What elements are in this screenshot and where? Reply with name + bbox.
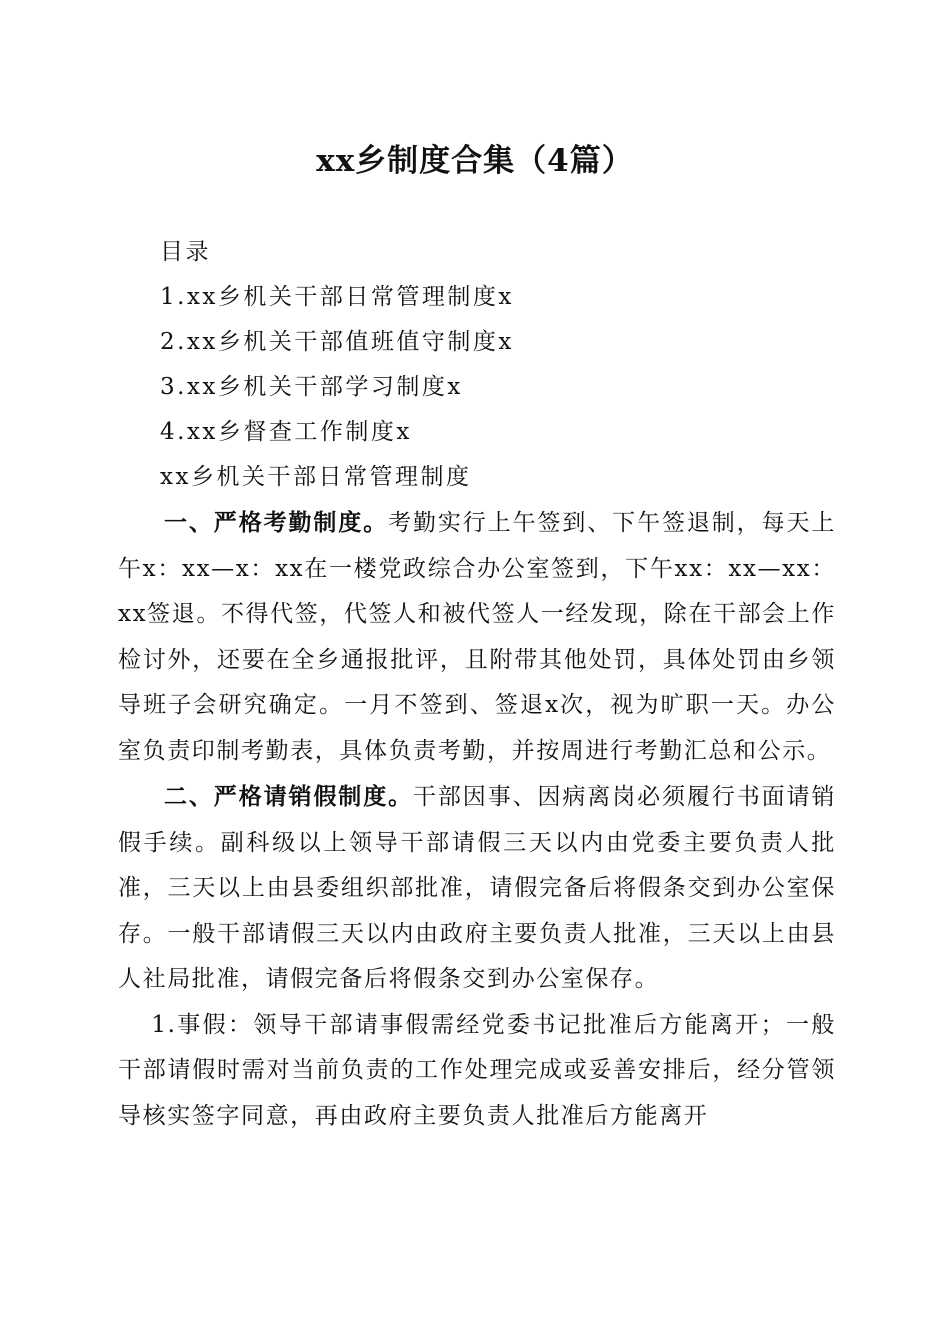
paragraph-leave — [118, 774, 836, 1003]
section-title: xx乡机关干部日常管理制度 — [160, 464, 472, 490]
paragraph-text: 1.事假：领导干部请事假需经党委书记批准后方能离开；一般干部请假时需对当前负责的工作处理完成或妥善安排后，经分管领导核实签字同意，再由政府主要负责人批准后方能离开 — [118, 1011, 836, 1129]
paragraph-lead: 二、严格请销假制度。 — [164, 783, 413, 810]
table-of-contents — [160, 230, 860, 500]
paragraph-personal-leave — [118, 1003, 836, 1140]
paragraph-text: 干部因事、因病离岗必须履行书面请销假手续。副科级以上领导干部请假三天以内由党委主要负责人批准，三天以上由县委组织部批准，请假完备后将假条交到办公室保存。一般干部请假三天以内由政府主要负责人批准，三天以上由县人社局批准，请假完备后将假条交到办公室保存。 — [118, 784, 836, 992]
document-title: xx乡制度合集（4篇） — [316, 143, 634, 179]
paragraph-lead: 一、严格考勤制度。 — [164, 509, 389, 536]
paragraph-attendance — [118, 500, 836, 774]
toc-item: 1.xx乡机关干部日常管理制度x — [160, 284, 514, 310]
document-body — [118, 500, 836, 1139]
paragraph-text: 考勤实行上午签到、下午签退制，每天上午x：xx—x：xx在一楼党政综合办公室签到，下午xx：xx—xx：xx签退。不得代签，代签人和被代签人一经发现，除在干部会上作检讨外，还要在全乡通报批评，且附带其他处罚，具体处罚由乡领导班子会研究确定。一月不签到、签退x次，视为旷职一天。办公室负责印制考勤表，具体负责考勤，并按周进行考勤汇总和公示。 — [118, 510, 836, 764]
toc-item: 3.xx乡机关干部学习制度x — [160, 374, 463, 400]
toc-item: 4.xx乡督查工作制度x — [160, 419, 412, 445]
toc-heading: 目录 — [160, 239, 211, 265]
toc-item: 2.xx乡机关干部值班值守制度x — [160, 329, 514, 355]
